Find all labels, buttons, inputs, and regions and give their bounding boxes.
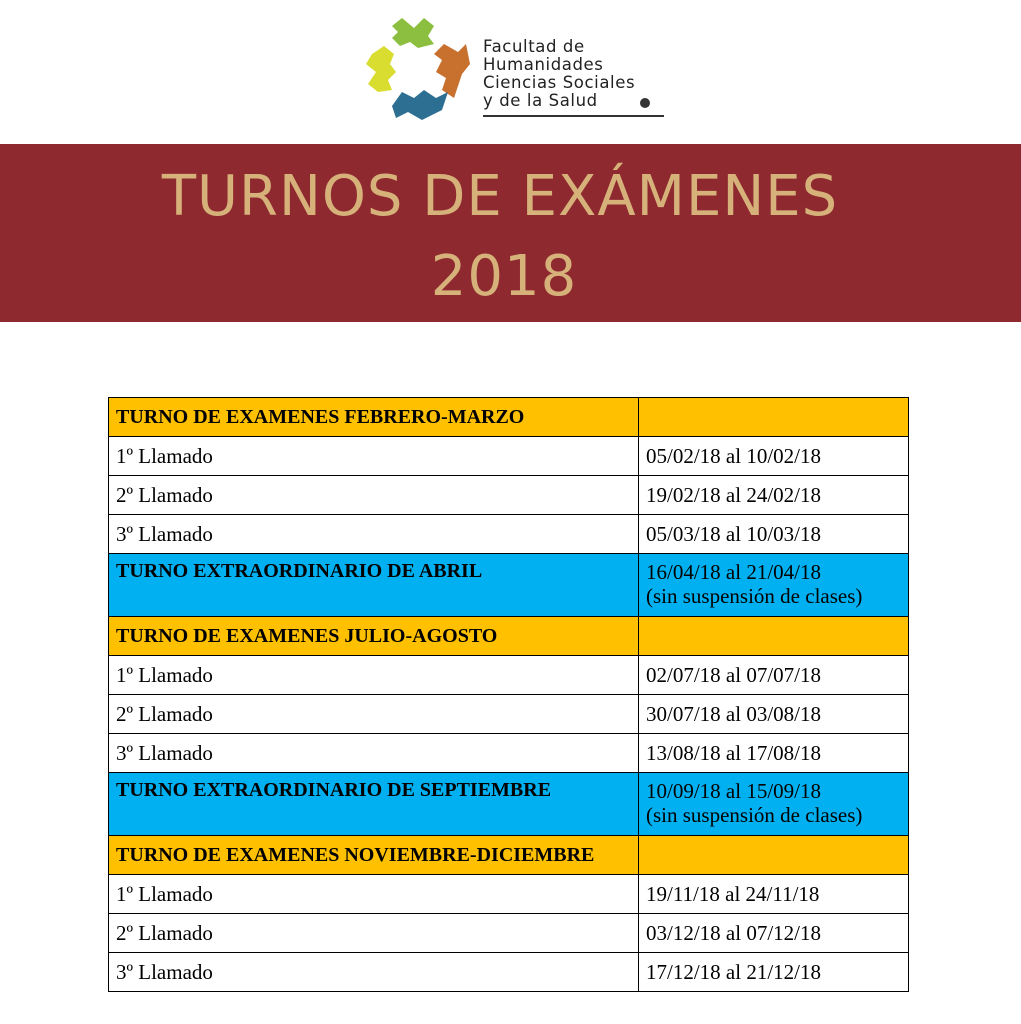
- period-label: TURNO DE EXAMENES NOVIEMBRE-DICIEMBRE: [109, 836, 639, 875]
- call-row: [109, 914, 909, 953]
- period-label: TURNO EXTRAORDINARIO DE SEPTIEMBRE: [109, 773, 639, 836]
- call-label: 1º Llamado: [109, 437, 639, 476]
- date-range-cell: 05/02/18 al 10/02/18: [639, 437, 909, 476]
- date-range: 16/04/18 al 21/04/18: [646, 560, 821, 584]
- page-year: 2018: [430, 244, 578, 309]
- period-label: TURNO DE EXAMENES FEBRERO-MARZO: [109, 398, 639, 437]
- title-banner: [0, 144, 1021, 322]
- extraordinary-row: [109, 554, 909, 617]
- date-range-cell: [639, 836, 909, 875]
- date-range-cell: 19/02/18 al 24/02/18: [639, 476, 909, 515]
- call-row: [109, 656, 909, 695]
- faculty-name-line: y de la Salud: [483, 91, 598, 110]
- faculty-name-line: Ciencias Sociales: [483, 73, 636, 92]
- extraordinary-row: [109, 773, 909, 836]
- period-header-row: [109, 836, 909, 875]
- call-row: [109, 734, 909, 773]
- date-range-cell: 19/11/18 al 24/11/18: [639, 875, 909, 914]
- page-title: TURNOS DE EXÁMENES: [161, 164, 839, 229]
- exam-schedule-body: [109, 398, 909, 992]
- faculty-name: [483, 38, 635, 110]
- date-note: (sin suspensión de clases): [646, 803, 863, 827]
- faculty-logo: [362, 14, 672, 124]
- period-label: TURNO EXTRAORDINARIO DE ABRIL: [109, 554, 639, 617]
- logo-dot: [640, 98, 650, 108]
- date-range-cell: [639, 398, 909, 437]
- period-label: TURNO DE EXAMENES JULIO-AGOSTO: [109, 617, 639, 656]
- call-row: [109, 476, 909, 515]
- exam-schedule-table: [108, 397, 909, 992]
- call-label: 1º Llamado: [109, 656, 639, 695]
- call-row: [109, 515, 909, 554]
- logo-underline: [483, 115, 664, 117]
- date-range-cell: [639, 554, 909, 617]
- call-label: 2º Llamado: [109, 476, 639, 515]
- date-range-cell: 30/07/18 al 03/08/18: [639, 695, 909, 734]
- faculty-logo-icon: [362, 14, 474, 124]
- faculty-name-line: Facultad de: [483, 37, 585, 56]
- date-range-cell: [639, 773, 909, 836]
- call-row: [109, 875, 909, 914]
- call-label: 2º Llamado: [109, 914, 639, 953]
- call-label: 3º Llamado: [109, 734, 639, 773]
- date-range-cell: [639, 617, 909, 656]
- period-header-row: [109, 398, 909, 437]
- call-row: [109, 953, 909, 992]
- call-label: 1º Llamado: [109, 875, 639, 914]
- call-row: [109, 437, 909, 476]
- date-range-cell: 03/12/18 al 07/12/18: [639, 914, 909, 953]
- date-note: (sin suspensión de clases): [646, 584, 863, 608]
- date-range-cell: 05/03/18 al 10/03/18: [639, 515, 909, 554]
- date-range: 10/09/18 al 15/09/18: [646, 779, 821, 803]
- date-range-cell: 02/07/18 al 07/07/18: [639, 656, 909, 695]
- period-header-row: [109, 617, 909, 656]
- call-label: 3º Llamado: [109, 515, 639, 554]
- call-row: [109, 695, 909, 734]
- call-label: 2º Llamado: [109, 695, 639, 734]
- date-range-cell: 13/08/18 al 17/08/18: [639, 734, 909, 773]
- date-range-cell: 17/12/18 al 21/12/18: [639, 953, 909, 992]
- faculty-name-line: Humanidades: [483, 55, 604, 74]
- call-label: 3º Llamado: [109, 953, 639, 992]
